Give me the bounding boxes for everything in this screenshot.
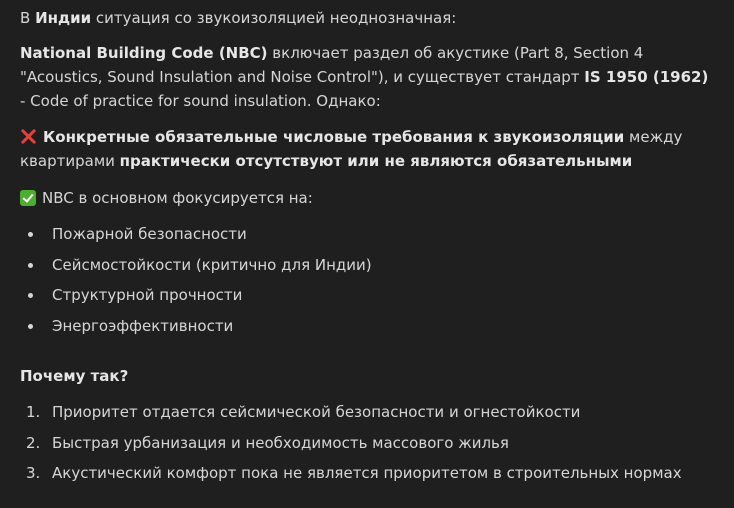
- bullet-dot: [28, 263, 33, 268]
- list-item-text: Приоритет отдается сейсмической безопасности и огнестойкости: [52, 403, 581, 421]
- bullet-dot: [28, 232, 33, 237]
- cross-mark-icon: [20, 128, 37, 145]
- country-name: Индии: [35, 9, 92, 27]
- list-item-text: Акустический комфорт пока не является приоритетом в строительных нормах: [52, 464, 682, 482]
- code-name: National Building Code (NBC): [20, 44, 268, 62]
- list-item: [20, 400, 682, 431]
- list-number: 2.: [26, 433, 41, 452]
- list-number: 3.: [26, 464, 41, 482]
- nbc-text-2: - Code of practice for sound insulation. Однако:: [20, 92, 381, 110]
- warning-bold-1: Конкретные обязательные числовые требования к звукоизоляции: [43, 128, 625, 146]
- bullet-dot: [28, 293, 33, 298]
- focus-text: NBC в основном фокусируется на:: [42, 189, 313, 207]
- focus-paragraph: [20, 186, 712, 210]
- check-mark-icon: [20, 190, 36, 206]
- why-heading: Почему так?: [20, 367, 129, 385]
- list-number: 1.: [26, 403, 41, 421]
- reasons-list: [20, 400, 682, 492]
- list-item: [20, 222, 372, 253]
- focus-list: [20, 222, 372, 344]
- warning-bold-2: практически отсутствуют или не являются обязательными: [119, 152, 633, 170]
- intro-suffix: ситуация со звукоизоляцией неоднозначная:: [91, 9, 457, 27]
- warning-text: между квартирами: [20, 128, 683, 170]
- list-item: [20, 253, 372, 284]
- list-item-text: Быстрая урбанизация и необходимость массового жилья: [52, 433, 509, 452]
- intro-prefix: В: [20, 9, 36, 27]
- list-item-text: Пожарной безопасности: [52, 225, 247, 243]
- nbc-text-1: включает раздел об акустике (Part 8, Section 4 "Acoustics, Sound Insulation and Noise Control"), и существует стандарт: [20, 44, 644, 86]
- list-item-text: Энергоэффективности: [52, 316, 234, 335]
- list-item-text: Структурной прочности: [52, 286, 243, 304]
- bullet-dot: [28, 324, 33, 329]
- intro-paragraph: [20, 6, 714, 30]
- list-item-text: Сейсмостойкости (критично для Индии): [52, 255, 372, 274]
- nbc-paragraph: [20, 41, 712, 113]
- list-item: [20, 314, 372, 345]
- list-item: [20, 431, 682, 462]
- warning-paragraph: [20, 125, 712, 173]
- list-item: [20, 283, 372, 314]
- standard-name: IS 1950 (1962): [584, 68, 709, 86]
- list-item: [20, 461, 682, 492]
